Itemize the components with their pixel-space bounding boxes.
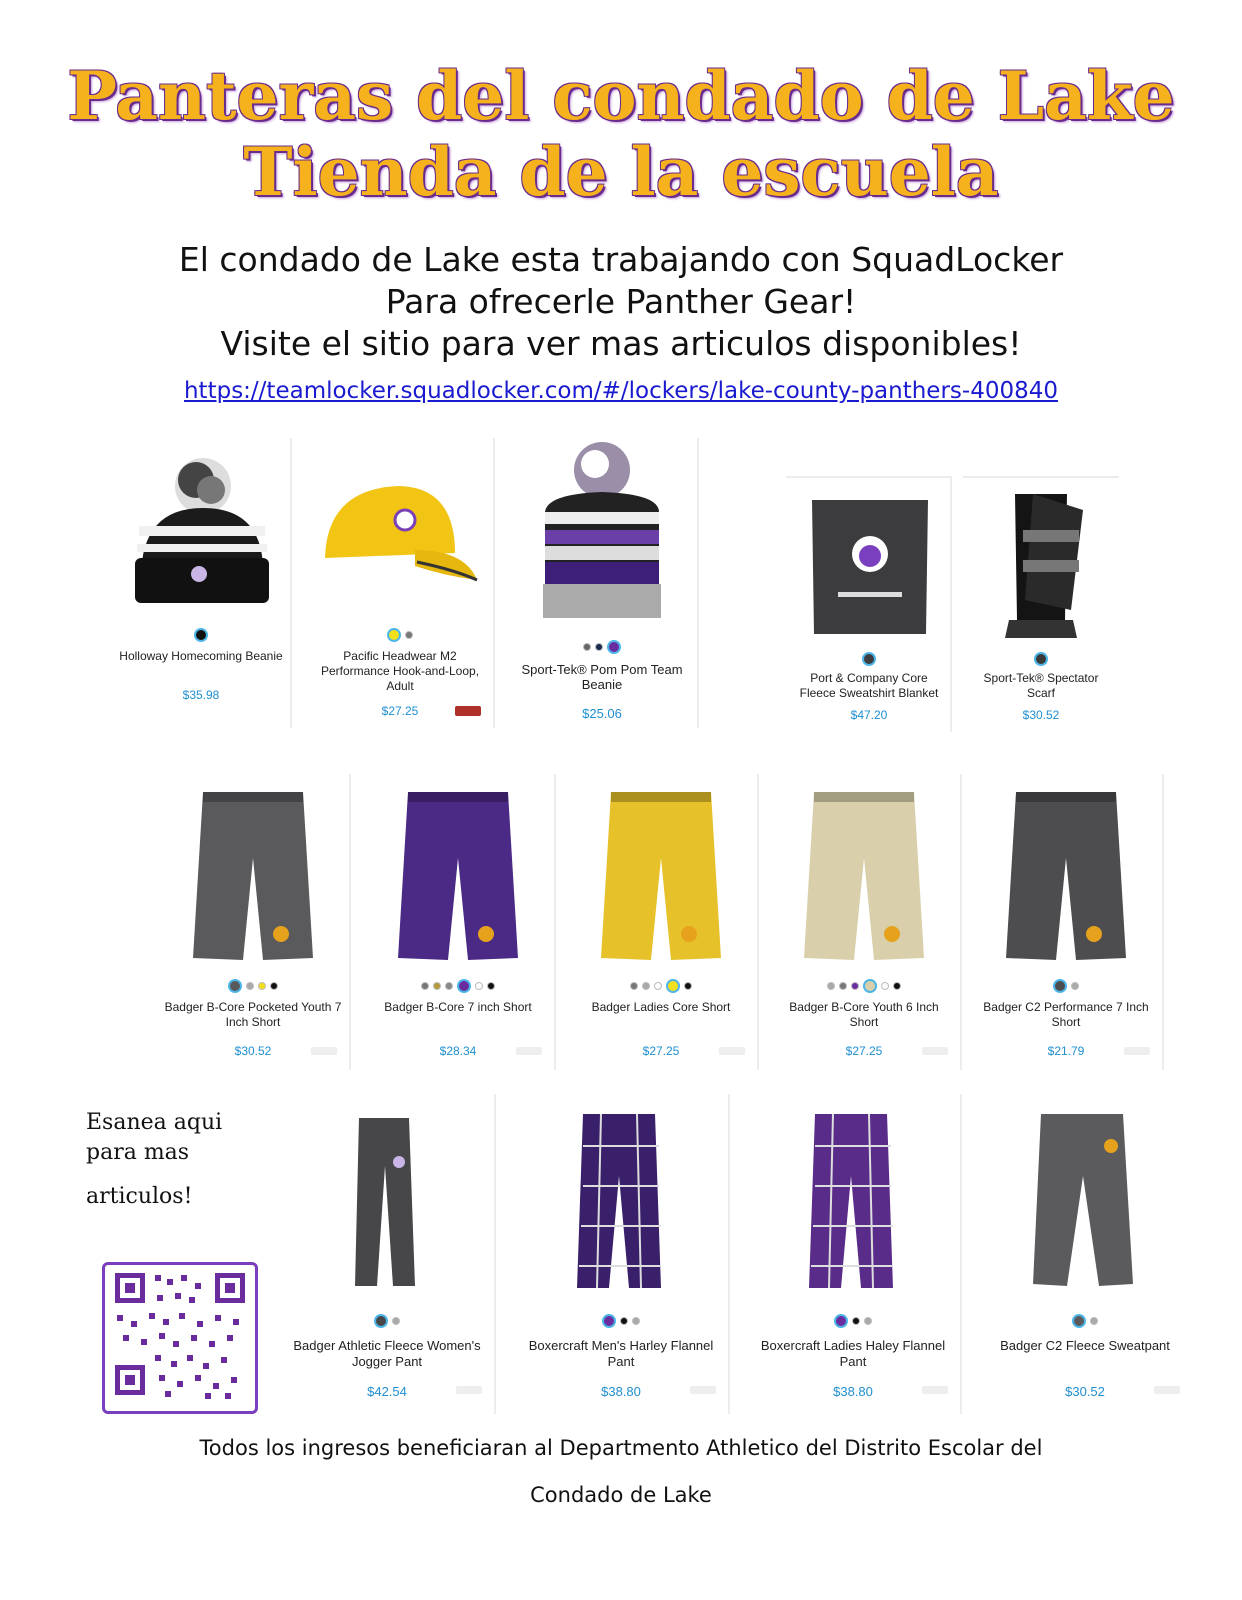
product-price: $42.54 <box>367 1384 407 1399</box>
product-card-short[interactable] <box>766 774 962 1070</box>
product-name[interactable]: Badger Ladies Core Short <box>591 1000 731 1014</box>
qr-code-icon <box>105 1265 255 1411</box>
color-swatches[interactable] <box>968 979 1164 993</box>
product-name[interactable]: Sport-Tek® Spectator Scarf <box>983 671 1099 700</box>
product-name[interactable]: Pacific Headwear M2 Performance Hook-and-Loop, Adult <box>320 649 480 693</box>
brand-logo <box>1154 1386 1180 1394</box>
scan-text-line1: Esanea aqui <box>86 1110 223 1135</box>
pants-icon <box>512 1106 730 1296</box>
product-name[interactable]: Boxercraft Men's Harley Flannel Pant <box>528 1338 714 1369</box>
shorts-icon <box>766 788 962 966</box>
color-swatches[interactable] <box>563 979 759 993</box>
shorts-icon <box>360 788 556 966</box>
product-card-beanie[interactable] <box>110 438 292 728</box>
shorts-icon <box>968 788 1164 966</box>
scan-text-line3: articulos! <box>86 1184 193 1209</box>
product-name[interactable]: Boxercraft Ladies Haley Flannel Pant <box>760 1338 946 1369</box>
brand-logo <box>455 706 481 716</box>
product-price: $27.25 <box>642 1044 680 1058</box>
pants-icon <box>744 1106 962 1296</box>
striped-beanie-icon <box>505 442 699 622</box>
scarf-icon <box>963 490 1119 640</box>
page-title-line2: Tienda de la escuela <box>243 133 999 211</box>
product-card-pant[interactable] <box>512 1094 730 1414</box>
color-swatches[interactable] <box>786 652 952 666</box>
product-name[interactable]: Badger B-Core Youth 6 Inch Short <box>789 1000 939 1029</box>
color-swatches[interactable] <box>766 979 962 993</box>
product-name[interactable]: Port & Company Core Fleece Sweatshirt Blanket <box>799 671 939 700</box>
product-name[interactable]: Holloway Homecoming Beanie <box>119 649 283 663</box>
product-name[interactable]: Badger Athletic Fleece Women's Jogger Pant <box>293 1338 481 1369</box>
product-name[interactable]: Badger B-Core 7 inch Short <box>384 1000 532 1014</box>
intro-line3: Visite el sitio para ver mas articulos disponibles! <box>220 324 1022 363</box>
product-name[interactable]: Badger C2 Performance 7 Inch Short <box>983 1000 1149 1029</box>
pants-icon <box>976 1106 1194 1296</box>
color-swatches[interactable] <box>278 1314 496 1328</box>
product-price: $30.52 <box>234 1044 272 1058</box>
color-swatches[interactable] <box>744 1314 962 1328</box>
product-price: $30.52 <box>1022 708 1060 722</box>
product-card-pant[interactable] <box>278 1094 496 1414</box>
brand-logo <box>311 1047 337 1055</box>
product-price: $27.25 <box>845 1044 883 1058</box>
intro-line2: Para ofrecerle Panther Gear! <box>385 282 857 321</box>
brand-logo <box>456 1386 482 1394</box>
qr-code[interactable] <box>102 1262 258 1414</box>
product-card-pant[interactable] <box>744 1094 962 1414</box>
product-card-blanket[interactable] <box>786 476 952 732</box>
product-price: $25.06 <box>582 706 622 721</box>
page-title-line1: Panteras del condado de Lake <box>67 57 1175 135</box>
footer-line1: Todos los ingresos beneficiaran al Departmento Athletico del Distrito Escolar del <box>199 1436 1043 1460</box>
scan-text-line2: para mas <box>86 1140 190 1165</box>
footer-line2: Condado de Lake <box>530 1483 712 1507</box>
brand-logo <box>1124 1047 1150 1055</box>
product-name[interactable]: Badger B-Core Pocketed Youth 7 Inch Short <box>164 1000 342 1029</box>
brand-logo <box>690 1386 716 1394</box>
product-card-short[interactable] <box>968 774 1164 1070</box>
store-link[interactable]: https://teamlocker.squadlocker.com/#/lockers/lake-county-panthers-400840 <box>183 378 1058 404</box>
product-price: $47.20 <box>850 708 888 722</box>
blanket-icon <box>786 494 952 640</box>
gold-cap-icon <box>305 458 495 618</box>
color-swatches[interactable] <box>360 979 556 993</box>
product-card-pom-beanie[interactable] <box>505 438 699 728</box>
color-swatches[interactable] <box>512 1314 730 1328</box>
product-card-short[interactable] <box>360 774 556 1070</box>
black-beanie-icon <box>110 448 292 618</box>
product-price: $21.79 <box>1047 1044 1085 1058</box>
brand-logo <box>922 1386 948 1394</box>
product-price: $38.80 <box>833 1384 873 1399</box>
color-swatches[interactable] <box>110 628 292 642</box>
product-card-short[interactable] <box>563 774 759 1070</box>
shorts-icon <box>563 788 759 966</box>
brand-logo <box>516 1047 542 1055</box>
product-name[interactable]: Sport-Tek® Pom Pom Team Beanie <box>521 662 683 692</box>
product-card-cap[interactable] <box>305 438 495 728</box>
brand-logo <box>719 1047 745 1055</box>
intro-line1: El condado de Lake esta trabajando con SquadLocker <box>178 240 1064 279</box>
color-swatches[interactable] <box>505 640 699 654</box>
product-name[interactable]: Badger C2 Fleece Sweatpant <box>1000 1338 1170 1353</box>
product-card-scarf[interactable] <box>963 476 1119 732</box>
color-swatches[interactable] <box>155 979 351 993</box>
color-swatches[interactable] <box>305 628 495 642</box>
brand-logo <box>922 1047 948 1055</box>
pants-icon <box>278 1106 496 1296</box>
product-price: $27.25 <box>381 704 419 718</box>
product-card-short[interactable] <box>155 774 351 1070</box>
shorts-icon <box>155 788 351 966</box>
color-swatches[interactable] <box>963 652 1119 666</box>
product-price: $35.98 <box>182 688 220 702</box>
product-price: $30.52 <box>1065 1384 1105 1399</box>
product-price: $38.80 <box>601 1384 641 1399</box>
color-swatches[interactable] <box>976 1314 1194 1328</box>
product-price: $28.34 <box>439 1044 477 1058</box>
product-card-pant[interactable] <box>976 1094 1194 1414</box>
